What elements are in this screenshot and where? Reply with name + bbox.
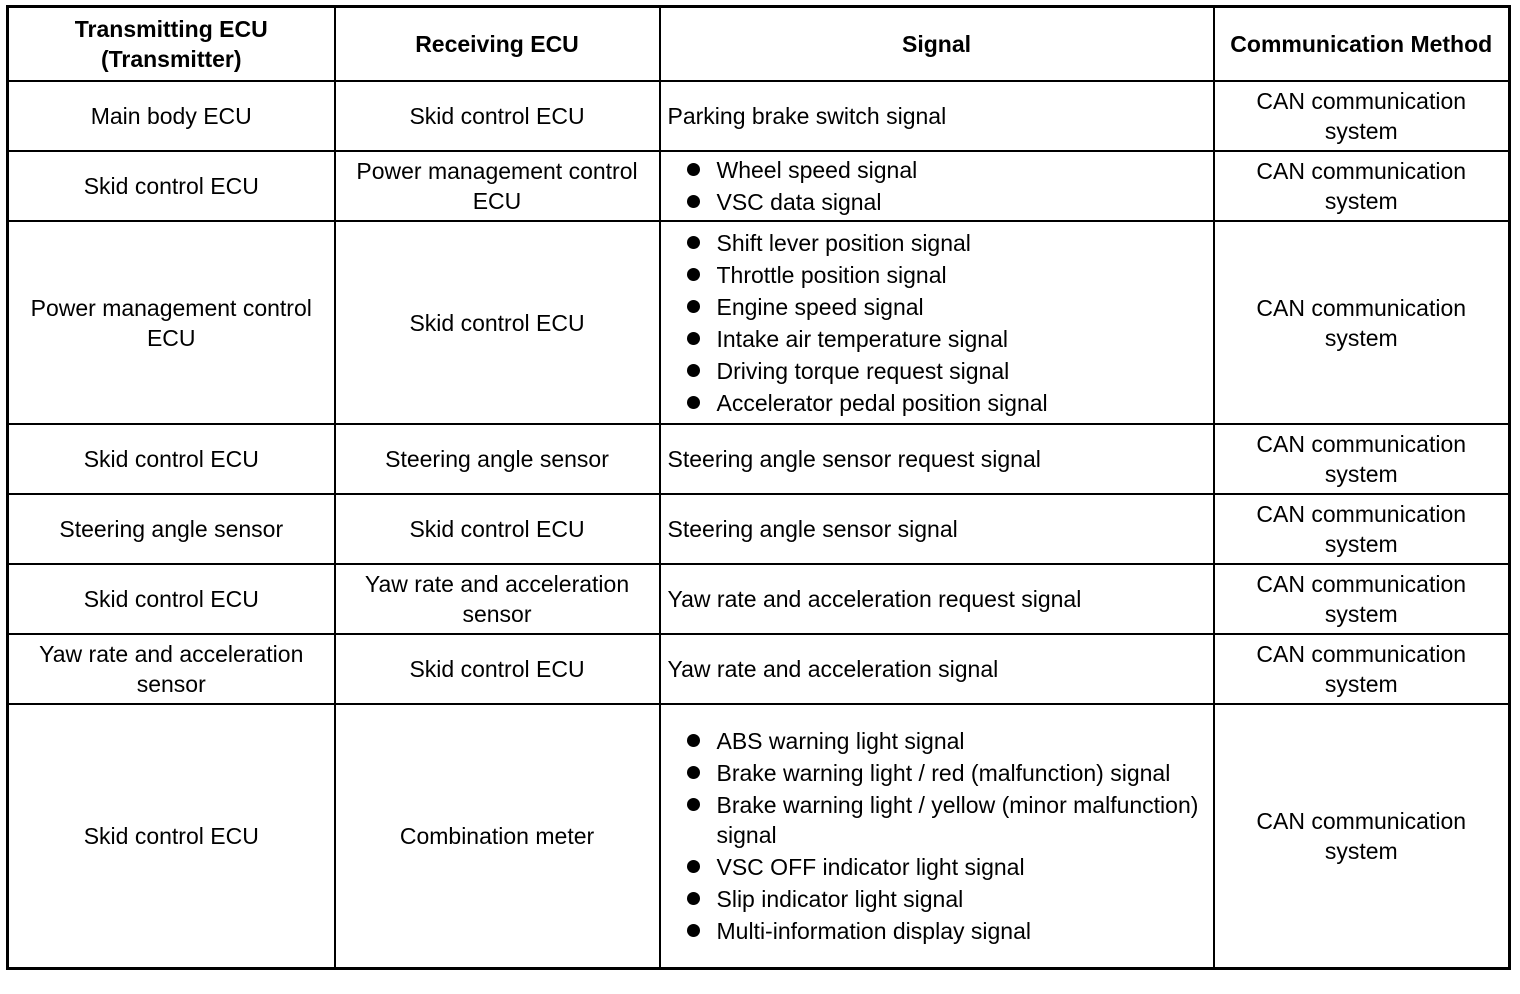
signal-cell: Steering angle sensor request signal [660,424,1214,494]
table-row [8,704,1510,969]
signal-cell [660,151,1214,221]
table-row [8,424,1510,494]
receiver-cell: Yaw rate and acceleration sensor [335,564,660,634]
signal-label: Driving torque request signal [716,357,1010,384]
signal-label: Brake warning light / yellow (minor malfunction) signal [716,792,1199,848]
signal-label: VSC OFF indicator light signal [716,854,1025,880]
signal-cell: Steering angle sensor signal [660,494,1214,564]
signal-list-item [683,916,1205,946]
bullet-icon [687,364,700,377]
bullet-icon [687,924,700,937]
signal-label: Accelerator pedal position signal [716,389,1048,416]
method-cell: CAN communication system [1214,221,1510,424]
signal-list [683,228,1205,418]
bullet-icon [687,300,700,313]
header-transmitting-ecu: Transmitting ECU (Transmitter) [8,7,335,82]
method-cell: CAN communication system [1214,151,1510,221]
signal-list-item [683,260,1205,290]
signal-list-item [683,790,1205,850]
signal-label: Shift lever position signal [716,229,971,256]
bullet-icon [687,163,700,176]
signal-list-item [683,324,1205,354]
receiver-cell: Skid control ECU [335,221,660,424]
signal-cell: Yaw rate and acceleration signal [660,634,1214,704]
transmitter-cell: Skid control ECU [8,151,335,221]
signal-label: Slip indicator light signal [716,886,964,912]
signal-cell [660,704,1214,969]
signal-cell [660,221,1214,424]
header-row [8,7,1510,82]
method-cell: CAN communication system [1214,424,1510,494]
signal-list-item [683,852,1205,882]
method-cell: CAN communication system [1214,494,1510,564]
receiver-cell: Skid control ECU [335,494,660,564]
communication-table [6,5,1511,970]
transmitter-cell: Skid control ECU [8,564,335,634]
header-communication-method: Communication Method [1214,7,1510,82]
signal-list-item [683,228,1205,258]
signal-list-item [683,726,1205,756]
signal-label: ABS warning light signal [716,728,965,754]
signal-label: Intake air temperature signal [716,325,1008,352]
receiver-cell: Power management control ECU [335,151,660,221]
method-cell: CAN communication system [1214,564,1510,634]
receiver-cell: Steering angle sensor [335,424,660,494]
transmitter-cell: Main body ECU [8,81,335,151]
signal-label: Wheel speed signal [716,157,918,183]
header-receiving-ecu: Receiving ECU [335,7,660,82]
signal-list-item [683,758,1205,788]
signal-list [683,726,1205,946]
signal-list-item [683,884,1205,914]
signal-label: Brake warning light / red (malfunction) signal [716,760,1171,786]
table-row [8,151,1510,221]
signal-label: Throttle position signal [716,261,947,288]
signal-cell: Parking brake switch signal [660,81,1214,151]
signal-list [683,155,1205,217]
bullet-icon [687,734,700,747]
method-cell: CAN communication system [1214,704,1510,969]
bullet-icon [687,892,700,905]
bullet-icon [687,332,700,345]
signal-cell: Yaw rate and acceleration request signal [660,564,1214,634]
signal-label: VSC data signal [716,189,882,215]
transmitter-cell: Power management control ECU [8,221,335,424]
table-row [8,494,1510,564]
bullet-icon [687,396,700,409]
signal-label: Engine speed signal [716,293,924,320]
signal-list-item [683,292,1205,322]
transmitter-cell: Skid control ECU [8,704,335,969]
bullet-icon [687,195,700,208]
transmitter-cell: Skid control ECU [8,424,335,494]
method-cell: CAN communication system [1214,81,1510,151]
bullet-icon [687,798,700,811]
table-row [8,221,1510,424]
receiver-cell: Skid control ECU [335,81,660,151]
signal-list-item [683,187,1205,217]
receiver-cell: Skid control ECU [335,634,660,704]
table-row [8,81,1510,151]
table-row [8,634,1510,704]
method-cell: CAN communication system [1214,634,1510,704]
signal-list-item [683,356,1205,386]
bullet-icon [687,236,700,249]
signal-label: Multi-information display signal [716,918,1031,944]
table-row [8,564,1510,634]
header-signal: Signal [660,7,1214,82]
bullet-icon [687,860,700,873]
transmitter-cell: Yaw rate and acceleration sensor [8,634,335,704]
signal-list-item [683,388,1205,418]
receiver-cell: Combination meter [335,704,660,969]
transmitter-cell: Steering angle sensor [8,494,335,564]
bullet-icon [687,766,700,779]
bullet-icon [687,268,700,281]
signal-list-item [683,155,1205,185]
